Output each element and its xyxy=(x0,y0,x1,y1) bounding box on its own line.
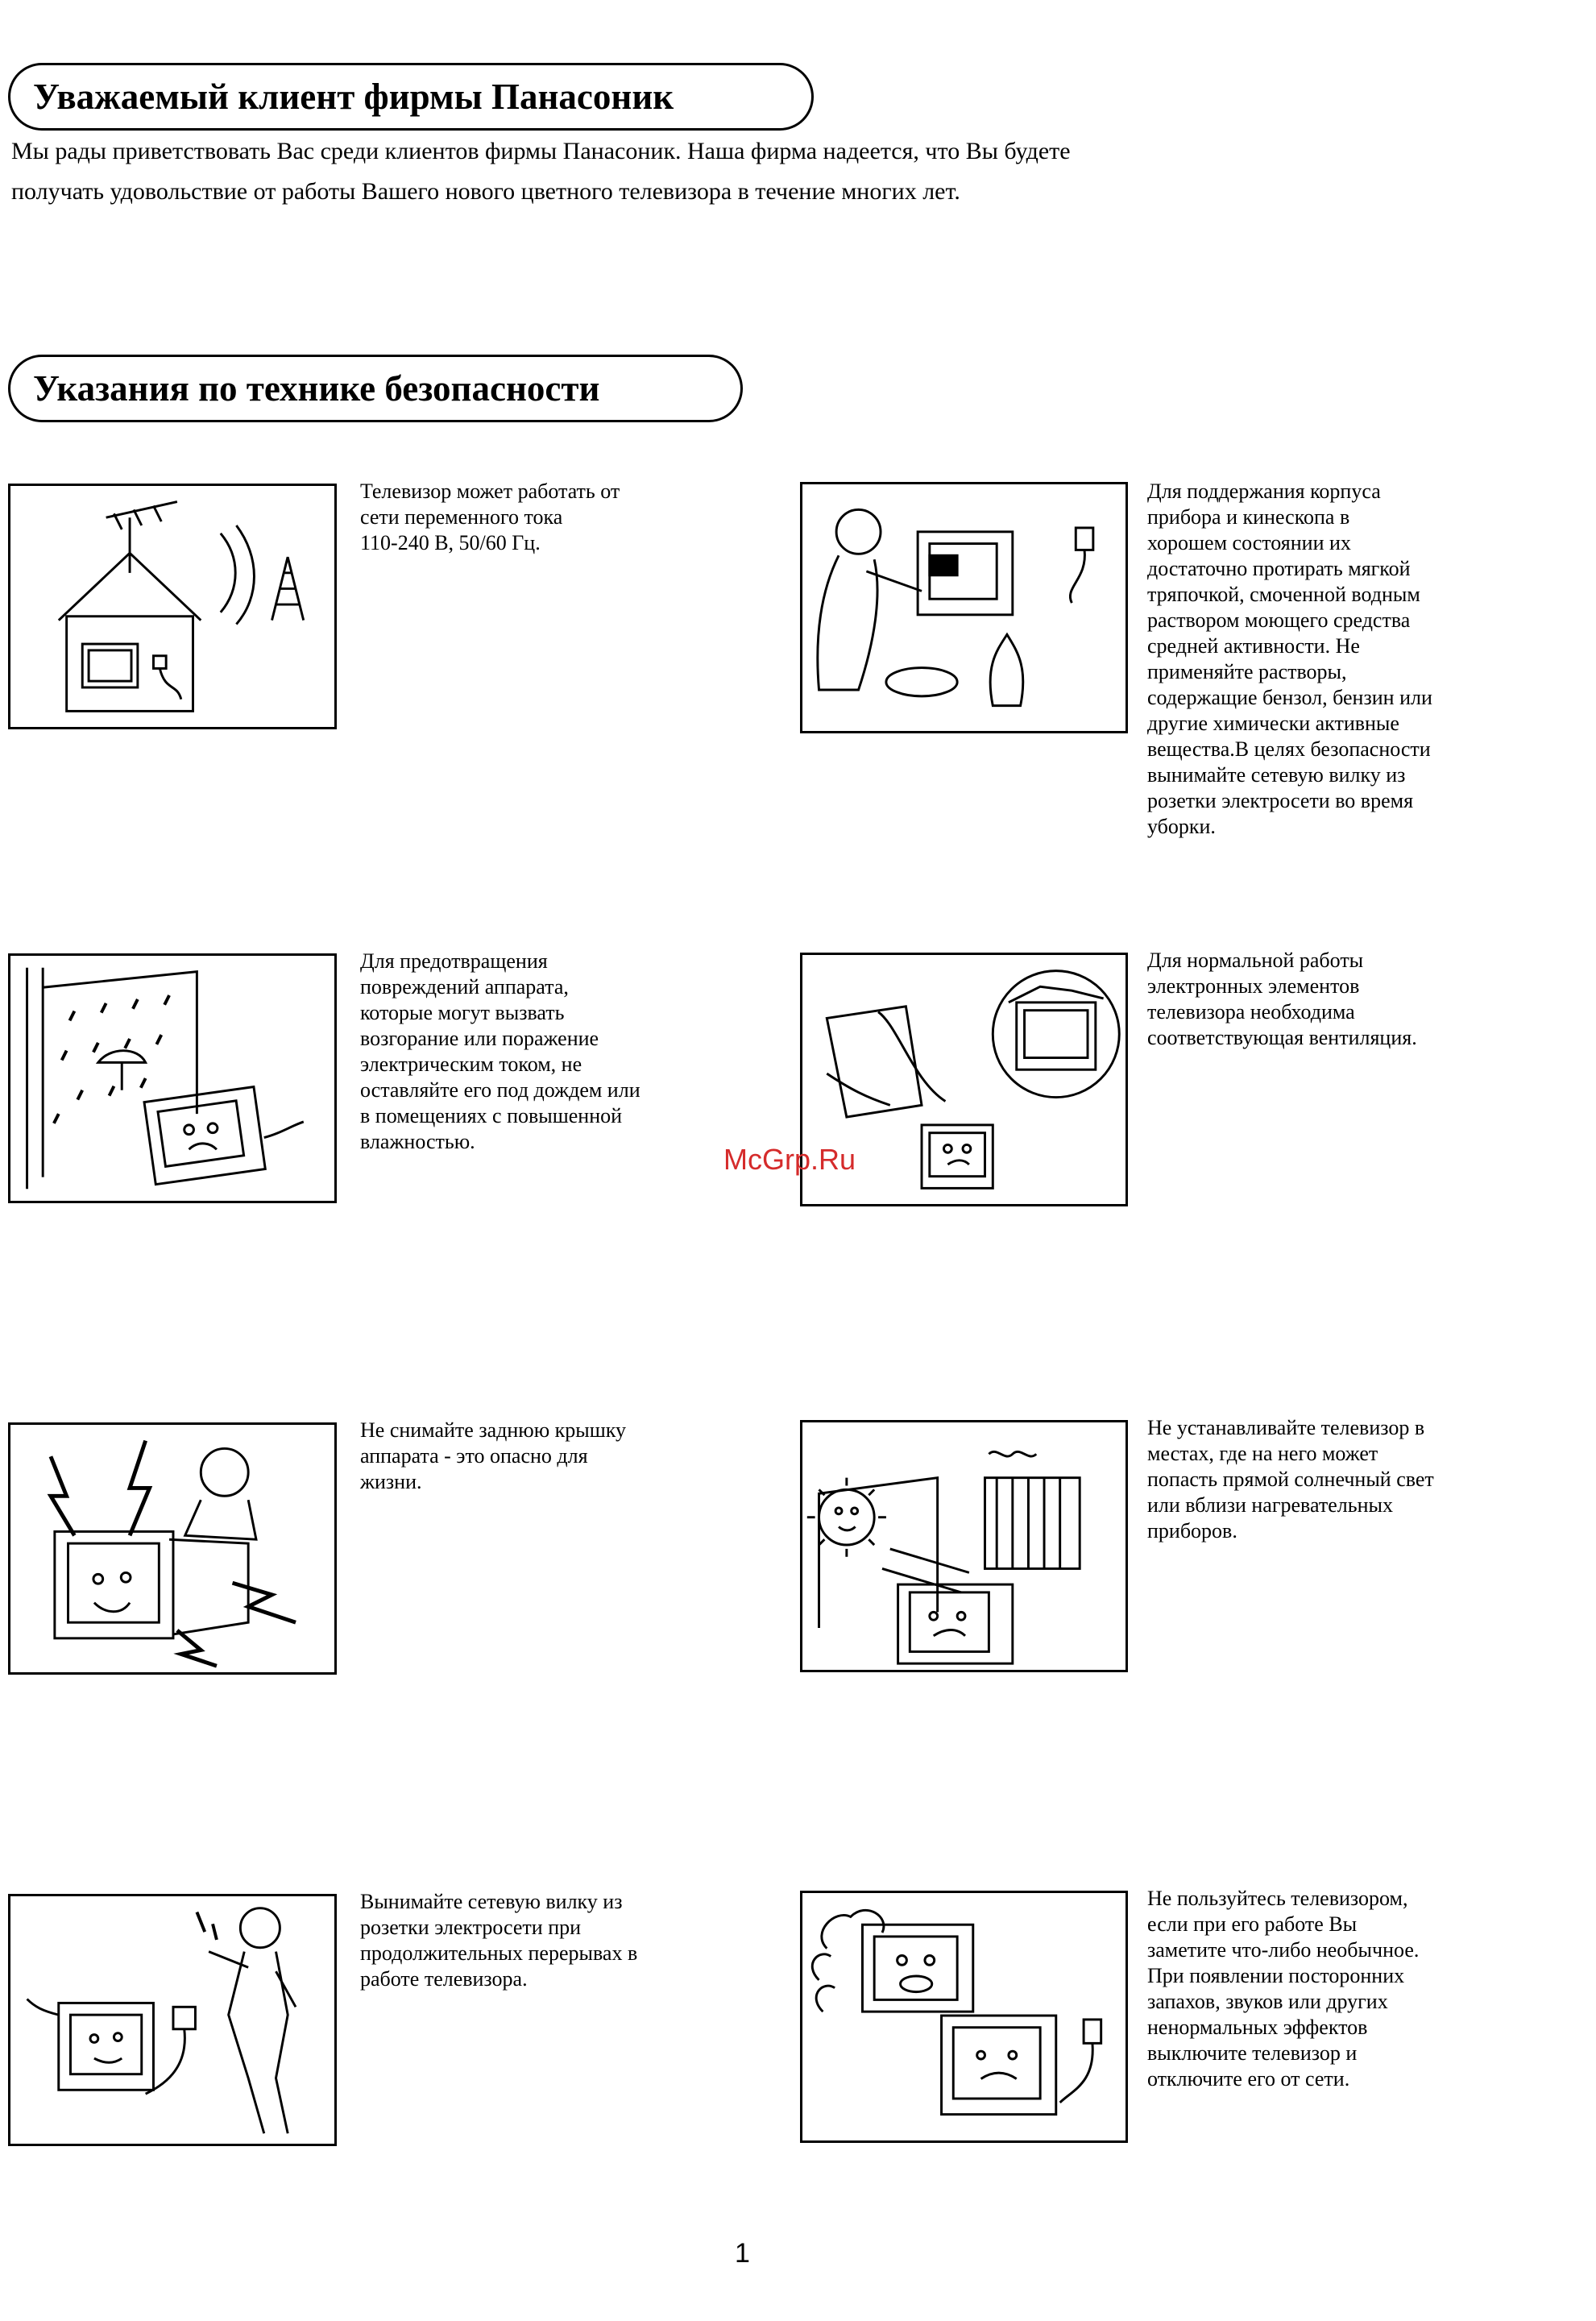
illustration-back-cover-shock xyxy=(8,1422,337,1675)
illustration-sun-heater xyxy=(800,1420,1128,1672)
page-number: 1 xyxy=(735,2238,750,2269)
illustration-tv-in-house xyxy=(8,484,337,729)
item-text: Вынимайте сетевую вилку из розетки электросети при продолжительных перерывах в работе телевизора. xyxy=(360,1890,638,1991)
welcome-heading xyxy=(8,63,814,131)
illustration-tv-in-rain xyxy=(8,953,337,1203)
illustration-smoking-tv xyxy=(800,1891,1128,2143)
item-text: Для поддержания корпуса прибора и кинескопа в хорошем состоянии их достаточно протирать мягкой тряпочкой, смоченной водным раствором моющего средства средней активности. Не применяйте растворы, содержащие бензол, бензин или другие химически активные вещества.В целях безопасности вынимайте сетевую вилку из розетки электросети во время уборки. xyxy=(1147,480,1432,838)
watermark: McGrp.Ru xyxy=(723,1143,856,1176)
welcome-heading-text: Уважаемый клиент фирмы Панасоник xyxy=(33,76,674,117)
item-text: Не устанавливайте телевизор в местах, где на него может попасть прямой солнечный свет или вблизи нагревательных приборов. xyxy=(1147,1416,1434,1542)
intro-paragraph xyxy=(11,131,1510,212)
safety-heading xyxy=(8,355,743,422)
item-text: Не пользуйтесь телевизором, если при его работе Вы заметите что-либо необычное. При появлении посторонних запахов, звуков или других ненормальных эффектов выключите телевизор и отключите его от сети. xyxy=(1147,1887,1420,2091)
item-text: Телевизор может работать от сети переменного тока 110-240 В, 50/60 Гц. xyxy=(360,480,620,554)
item-text: Для предотвращения повреждений аппарата, которые могут вызвать возгорание или поражение электрическим током, не оставляйте его под дождем или в помещениях с повышенной влажностью. xyxy=(360,949,640,1153)
intro-line: Мы рады приветствовать Вас среди клиентов фирмы Панасоник. Наша фирма надеется, что Вы будете xyxy=(11,138,1071,164)
illustration-woman-cleaning xyxy=(800,482,1128,733)
item-text: Для нормальной работы электронных элементов телевизора необходима соответствующая вентиляция. xyxy=(1147,949,1417,1049)
safety-heading-text: Указания по технике безопасности xyxy=(33,367,600,409)
intro-line: получать удовольствие от работы Вашего нового цветного телевизора в течение многих лет. xyxy=(11,178,960,205)
illustration-woman-unplugging xyxy=(8,1894,337,2146)
item-text: Не снимайте заднюю крышку аппарата - это опасно для жизни. xyxy=(360,1418,627,1493)
